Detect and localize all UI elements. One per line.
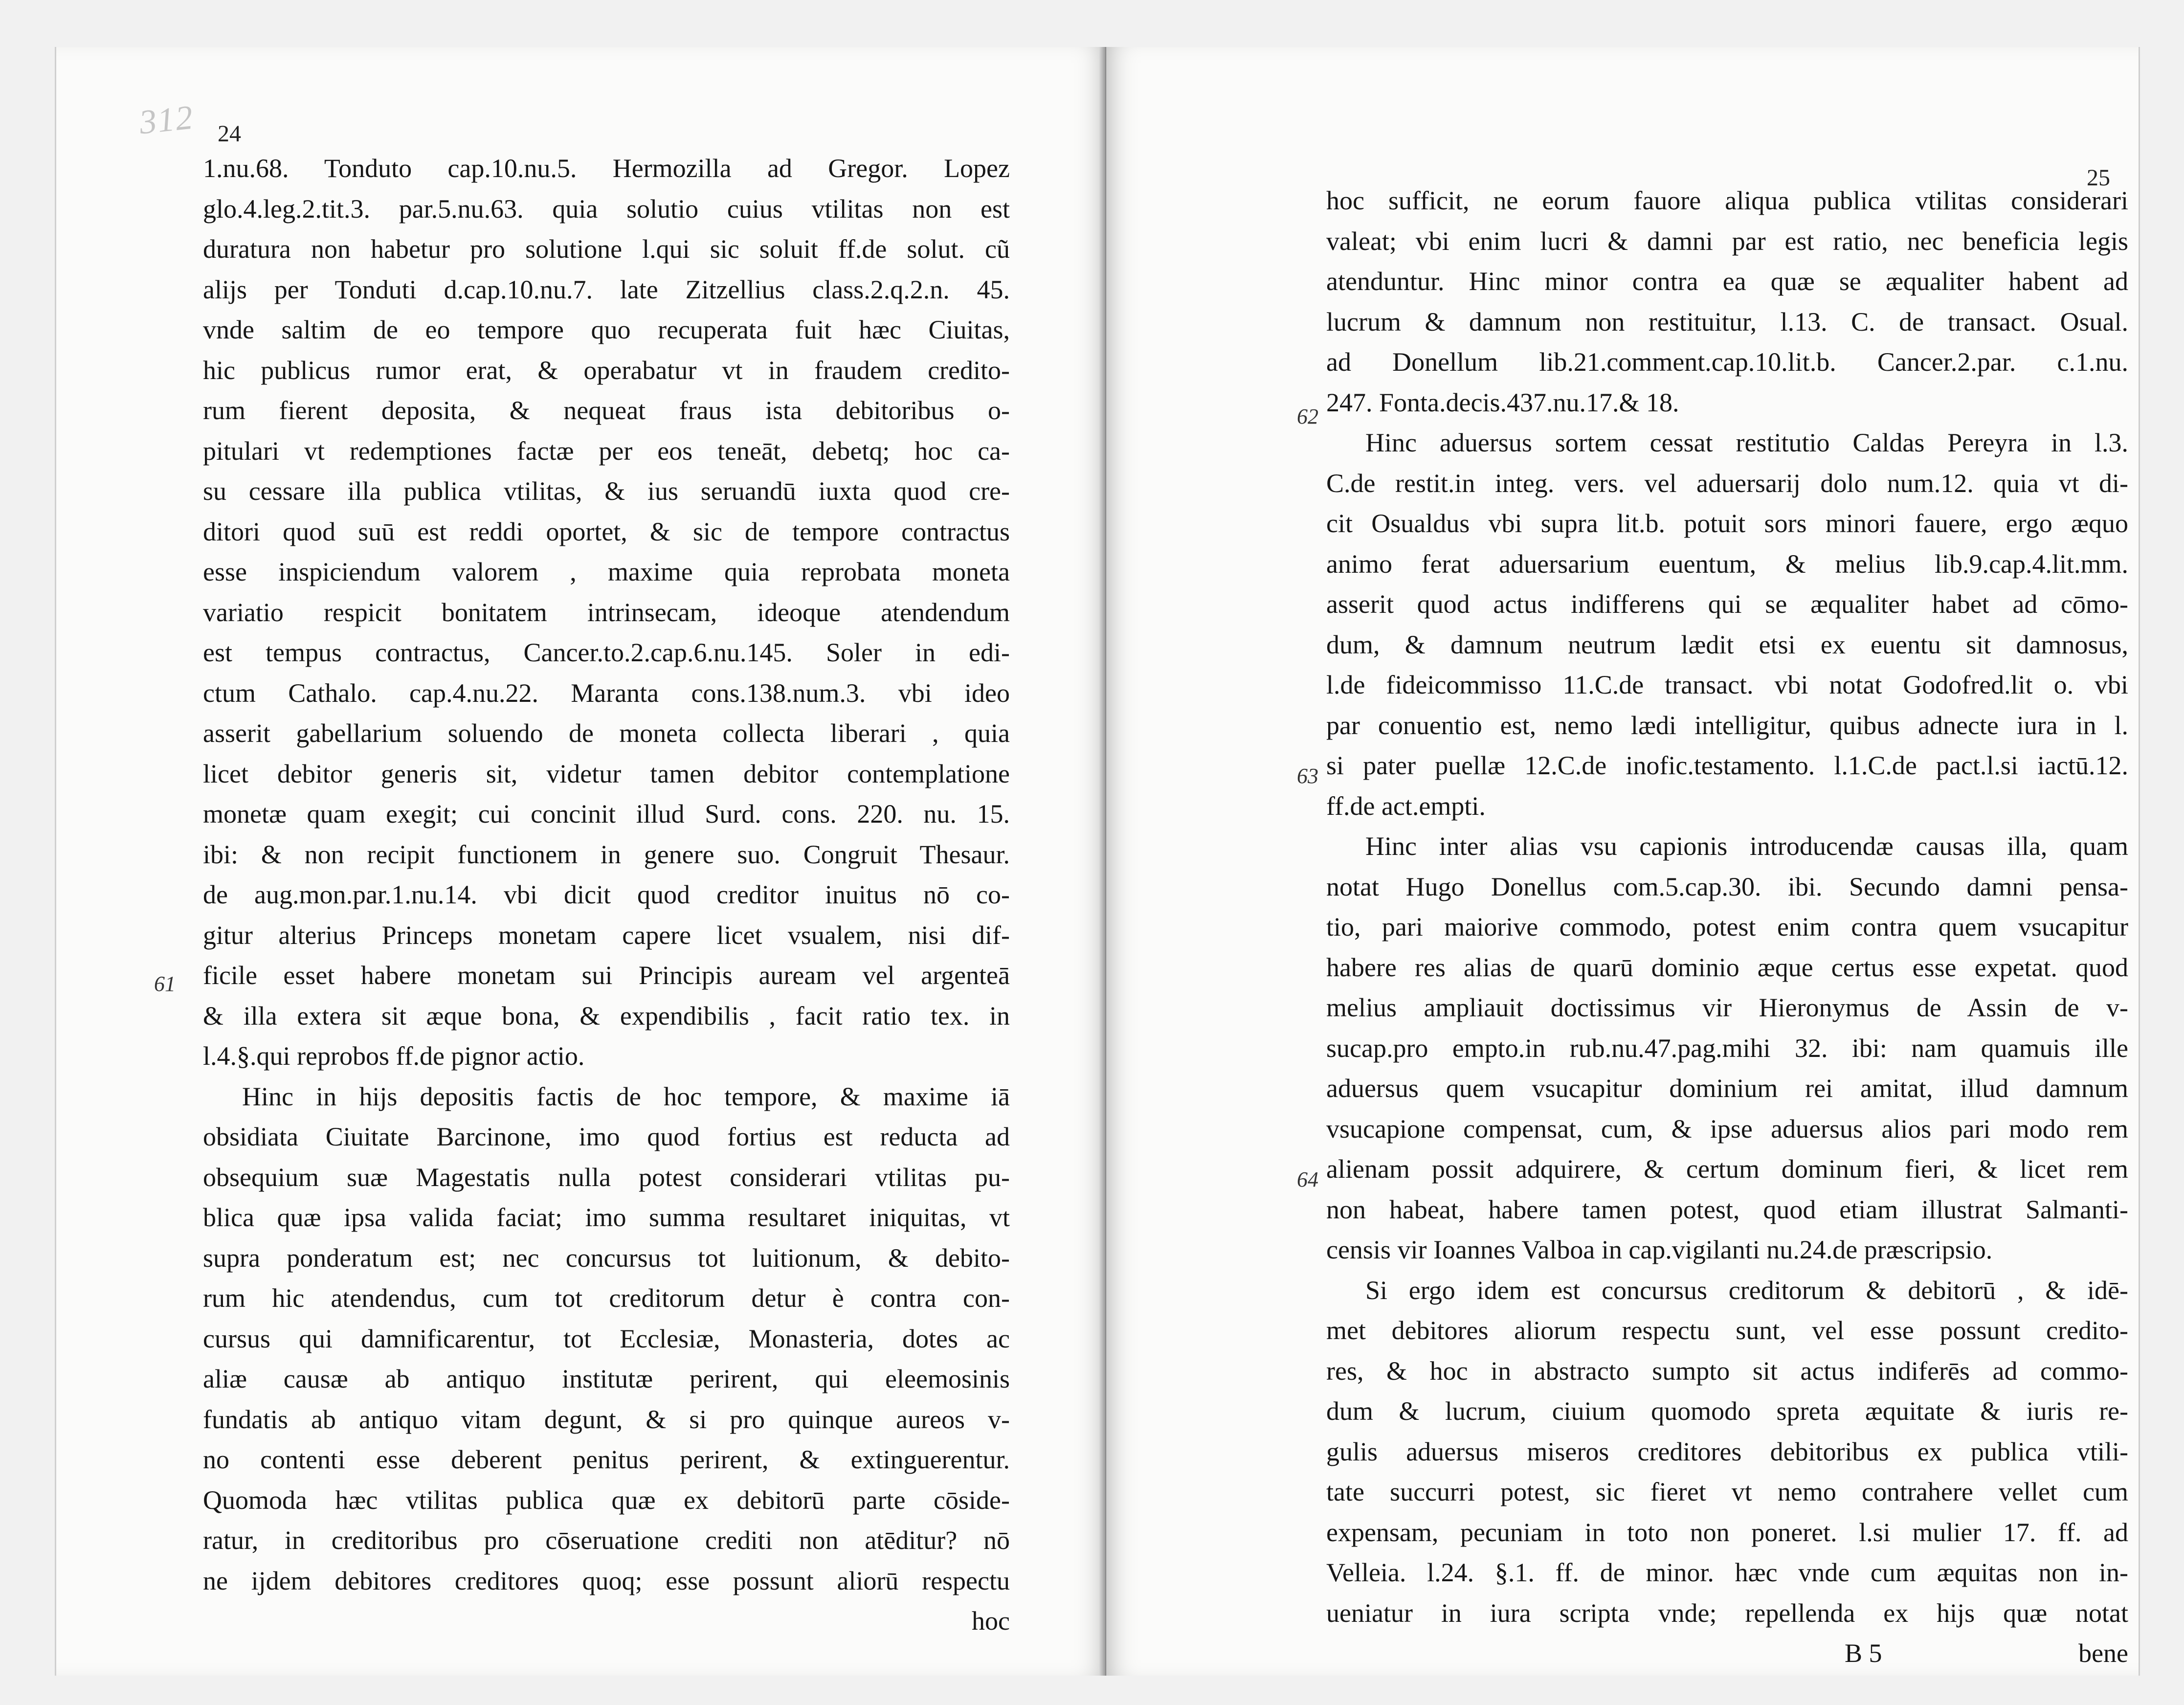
text-line: si pater puellæ 12.C.de inofic.testamento. l.1.C.de pact.l.si iactū.12.: [1326, 751, 2128, 780]
text-line: ficile esset habere monetam sui Principis auream vel argenteā: [203, 961, 1010, 990]
margin-number: 63: [1297, 764, 1318, 788]
margin-number: 61: [154, 972, 176, 996]
text-line: tate succurri potest, sic fieret vt nemo contrahere vellet cum: [1326, 1477, 2128, 1506]
text-line: res, & hoc in abstracto sumpto sit actus indiferēs ad commo-: [1326, 1356, 2128, 1386]
page-number-left: 24: [218, 121, 241, 147]
text-line: pitulari vt redemptiones factæ per eos teneāt, debetq; hoc ca-: [203, 436, 1010, 466]
text-line: asserit gabellarium soluendo de moneta collecta liberari , quia: [203, 718, 1010, 748]
text-line: sucap.pro empto.in rub.nu.47.pag.mihi 32. ibi: nam quamuis ille: [1326, 1033, 2128, 1063]
text-line: est tempus contractus, Cancer.to.2.cap.6.nu.145. Soler in edi-: [203, 638, 1010, 667]
text-line: ratur, in creditoribus pro cōseruatione crediti non atēditur? nō: [203, 1526, 1010, 1555]
text-line: de aug.mon.par.1.nu.14. vbi dicit quod creditor inuitus nō co-: [203, 880, 1010, 909]
text-line: obsidiata Ciuitate Barcinone, imo quod fortius est reducta ad: [203, 1122, 1010, 1151]
text-line: glo.4.leg.2.tit.3. par.5.nu.63. quia solutio cuius vtilitas non est: [203, 194, 1010, 224]
text-line: dum & lucrum, ciuium quomodo spreta æquitate & iuris re-: [1326, 1396, 2128, 1426]
text-line: aduersus quem vsucapitur dominium rei amitat, illud damnum: [1326, 1074, 2128, 1103]
text-line: alienam possit adquirere, & certum dominum fieri, & licet rem: [1326, 1154, 2128, 1184]
left-page: [55, 47, 1106, 1676]
page-number-right: 25: [2087, 165, 2110, 191]
folio-stamp-left: 312: [137, 98, 196, 142]
signature-mark: B 5: [1845, 1638, 1882, 1668]
text-line: ditori quod suū est reddi oportet, & sic de tempore contractus: [203, 516, 1010, 546]
book-spread: [55, 47, 2140, 1676]
text-line: asserit quod actus indifferens qui se æqualiter habet ad cōmo-: [1326, 589, 2128, 619]
text-line: fundatis ab antiquo vitam degunt, & si pro quinque aureos v-: [203, 1404, 1010, 1434]
text-line: supra ponderatum est; nec concursus tot luitionum, & debito-: [203, 1243, 1010, 1273]
text-line: vnde saltim de eo tempore quo recuperata fuit hæc Ciuitas,: [203, 315, 1010, 344]
text-line: met debitores aliorum respectu sunt, vel esse possunt credito-: [1326, 1316, 2128, 1345]
text-line: no contenti esse deberent penitus perirent, & extinguerentur.: [203, 1445, 1010, 1474]
text-line: ueniatur in iura scripta vnde; repellenda ex hijs quæ notat: [1326, 1598, 2128, 1628]
text-line: habere res alias de quarū dominio æque certus esse expetat. quod: [1326, 952, 2128, 982]
text-line: variatio respicit bonitatem intrinsecam, ideoque atendendum: [203, 597, 1010, 627]
text-line: melius ampliauit doctissimus vir Hieronymus de Assin de v-: [1326, 993, 2128, 1022]
text-line: rum fierent deposita, & nequeat fraus ista debitoribus o-: [203, 396, 1010, 425]
right-page-text: [1326, 180, 2128, 1674]
text-line: gulis aduersus miseros creditores debitoribus ex publica vtili-: [1326, 1436, 2128, 1466]
text-line: obsequium suæ Magestatis nulla potest considerari vtilitas pu-: [203, 1162, 1010, 1192]
text-line: lucrum & damnum non restituitur, l.13. C. de transact. Osual.: [1326, 307, 2128, 337]
text-line: hic publicus rumor erat, & operabatur vt in fraudem credito-: [203, 355, 1010, 385]
text-line: esse inspiciendum valorem , maxime quia reprobata moneta: [203, 557, 1010, 586]
text-line: Hinc in hijs depositis factis de hoc tempore, & maxime iā: [242, 1081, 1010, 1111]
text-line: par conuentio est, nemo lædi intelligitur, quibus adnecte iura in l.: [1326, 710, 2128, 740]
text-line: tio, pari maiorive commodo, potest enim contra quem vsucapitur: [1326, 912, 2128, 942]
text-line: & illa extera sit æque bona, & expendibilis , facit ratio tex. in: [203, 1001, 1010, 1031]
text-line: l.de fideicommisso 11.C.de transact. vbi notat Godofred.lit o. vbi: [1326, 670, 2128, 699]
catchword: hoc: [972, 1606, 1010, 1636]
text-line: aliæ causæ ab antiquo institutæ perirent, qui eleemosinis: [203, 1364, 1010, 1393]
text-line: cursus qui damnificarentur, tot Ecclesiæ, Monasteria, dotes ac: [203, 1324, 1010, 1353]
text-line: licet debitor generis sit, videtur tamen debitor contemplatione: [203, 759, 1010, 788]
margin-number: 64: [1297, 1167, 1318, 1191]
left-page-text: [203, 148, 1010, 1641]
right-page: [1106, 47, 2140, 1676]
text-line: non habeat, habere tamen potest, quod etiam illustrat Salmanti-: [1326, 1194, 2128, 1224]
text-line: ad Donellum lib.21.comment.cap.10.lit.b. Cancer.2.par. c.1.nu.: [1326, 347, 2128, 377]
text-line: ne ijdem debitores creditores quoq; esse possunt aliorū respectu: [203, 1566, 1010, 1595]
text-line: animo ferat aduersarium euentum, & melius lib.9.cap.4.lit.mm.: [1326, 549, 2128, 579]
text-line: ff.de act.empti.: [1326, 791, 1486, 821]
text-line: hoc sufficit, ne eorum fauore aliqua publica vtilitas considerari: [1326, 186, 2128, 215]
text-line: alijs per Tonduti d.cap.10.nu.7. late Zitzellius class.2.q.2.n. 45.: [203, 274, 1010, 304]
text-line: Velleia. l.24. §.1. ff. de minor. hæc vnde cum æquitas non in-: [1326, 1558, 2128, 1587]
text-line: gitur alterius Princeps monetam capere licet vsualem, nisi dif-: [203, 920, 1010, 950]
text-line: C.de restit.in integ. vers. vel aduersarij dolo num.12. quia vt di-: [1326, 468, 2128, 498]
text-line: dum, & damnum neutrum lædit etsi ex euentu sit damnosus,: [1326, 629, 2128, 659]
text-line: l.4.§.qui reprobos ff.de pignor actio.: [203, 1041, 585, 1071]
text-line: censis vir Ioannes Valboa in cap.vigilanti nu.24.de præscripsio.: [1326, 1235, 1993, 1264]
text-line: vsucapione compensat, cum, & ipse aduersus alios pari modo rem: [1326, 1114, 2128, 1144]
text-line: ctum Cathalo. cap.4.nu.22. Maranta cons.138.num.3. vbi ideo: [203, 678, 1010, 708]
text-line: rum hic atendendus, cum tot creditorum detur è contra con-: [203, 1283, 1010, 1313]
text-line: 1.nu.68. Tonduto cap.10.nu.5. Hermozilla ad Gregor. Lopez: [203, 154, 1010, 183]
text-line: 247. Fonta.decis.437.nu.17.& 18.: [1326, 387, 1679, 417]
text-line: expensam, pecuniam in toto non poneret. l.si mulier 17. ff. ad: [1326, 1517, 2128, 1547]
text-line: valeat; vbi enim lucri & damni par est ratio, nec beneficia legis: [1326, 226, 2128, 256]
text-line: Si ergo idem est concursus creditorum & debitorū , & idē-: [1365, 1275, 2128, 1305]
text-line: duratura non habetur pro solutione l.qui sic soluit ff.de solut. cũ: [203, 234, 1010, 264]
text-line: ibi: & non recipit functionem in genere suo. Congruit Thesaur.: [203, 839, 1010, 869]
margin-number: 62: [1297, 404, 1318, 428]
text-line: Hinc aduersus sortem cessat restitutio Caldas Pereyra in l.3.: [1365, 428, 2128, 457]
footer-line: [1326, 1633, 2128, 1674]
text-line: monetæ quam exegit; cui concinit illud Surd. cons. 220. nu. 15.: [203, 799, 1010, 829]
catchword: bene: [2078, 1638, 2128, 1668]
text-line: su cessare illa publica vtilitas, & ius seruandū iuxta quod cre-: [203, 476, 1010, 506]
text-line: atenduntur. Hinc minor contra ea quæ se æqualiter habent ad: [1326, 267, 2128, 296]
text-line: notat Hugo Donellus com.5.cap.30. ibi. Secundo damni pensa-: [1326, 872, 2128, 901]
text-line: Quomoda hæc vtilitas publica quæ ex debitorū parte cōside-: [203, 1485, 1010, 1515]
text-line: cit Osualdus vbi supra lit.b. potuit sors minori fauere, ergo æquo: [1326, 509, 2128, 538]
text-line: blica quæ ipsa valida faciat; imo summa resultaret iniquitas, vt: [203, 1203, 1010, 1232]
text-line: Hinc inter alias vsu capionis introducendæ causas illa, quam: [1365, 831, 2128, 861]
